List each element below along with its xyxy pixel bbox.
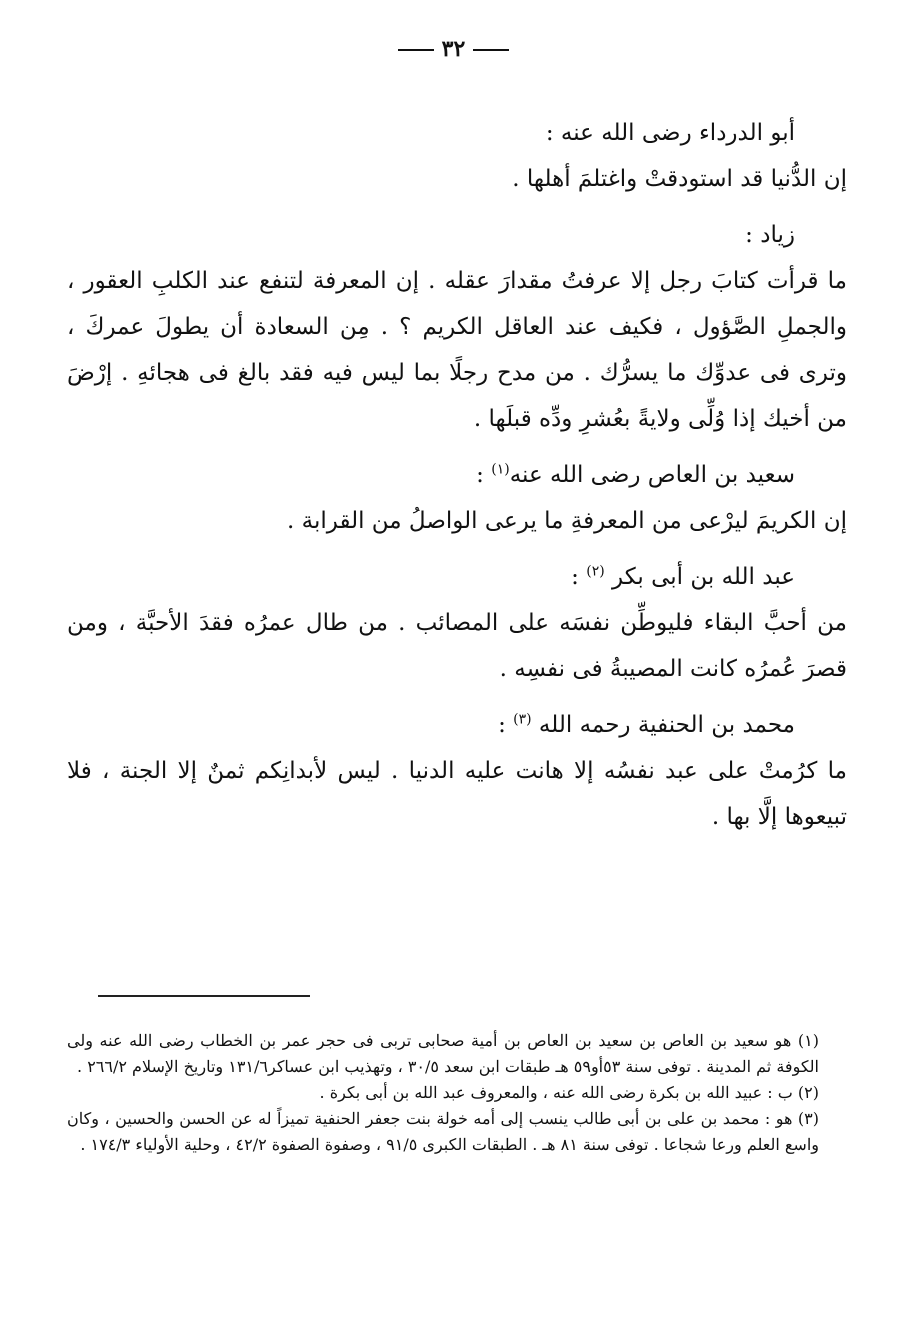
quote-paragraph: إن الكريمَ ليرْعى من المعرفةِ ما يرعى الواصلُ من القرابة .: [287, 508, 847, 534]
footnote-separator: [98, 995, 310, 997]
speaker-heading: [67, 212, 847, 258]
page-number-header: [0, 36, 907, 62]
quote-paragraph: من أحبَّ البقاء فليوطِّن نفسَه على المصائب . من طال عمرُه فقدَ الأحبَّة ، ومن قصرَ عُمرُه كانت المصيبةُ فى نفسِه .: [67, 610, 847, 682]
speaker-heading: [67, 110, 847, 156]
page-number-dash-right: [473, 49, 509, 51]
quote-paragraph: ما قرأت كتابَ رجل إلا عرفتُ مقدارَ عقله . إن المعرفة لتنفع عند الكلبِ العقور ، والجملِ الصَّؤول ، فكيف عند العاقل الكريم ؟ . مِن السعادة أن يطولَ عمركَ ، وترى فى عدوِّك ما يسرُّك . من مدح رجلًا بما ليس فيه فقد بالغ فى هجائهِ . إرْضَ من أخيك إذا وُلِّى ولايةً بعُشرِ ودِّه قبلَها .: [67, 268, 847, 432]
speaker-name: أبو الدرداء رضى الله عنه :: [545, 120, 795, 146]
main-text: [67, 110, 847, 846]
footnote-3: (٣) هو : محمد بن على بن أبى طالب ينسب إلى أمه خولة بنت جعفر الحنفية تميزاً له عن الحسن والحسين ، وكان واسع العلم ورعا شجاعا . توفى سنة ٨١ هـ . الطبقات الكبرى ٩١/٥ ، وصفوة الصفوة ٤٢/٢ ، وحلية الأولياء ١٧٤/٣ .: [67, 1109, 819, 1154]
speaker-heading: [67, 702, 847, 748]
footnote-1: (١) هو سعيد بن العاص بن سعيد بن العاص بن أمية صحابى تربى فى حجر عمر بن الخطاب رضى الله عنه ولى الكوفة ثم المدينة . توفى سنة ٥٣أو٥٩ هـ طبقات ابن سعد ٣٠/٥ ، وتهذيب ابن عساكر١٣١/٦ وتاريخ الإسلام ٢٦٦/٢ .: [67, 1031, 819, 1076]
footnote-2: (٢) ب : عبيد الله بن بكرة رضى الله عنه ، والمعروف عبد الله بن أبى بكرة .: [319, 1083, 819, 1102]
footnote-reference[interactable]: (٢): [586, 563, 605, 580]
speaker-heading: [67, 452, 847, 498]
speaker-heading: [67, 554, 847, 600]
speaker-colon: :: [571, 564, 587, 590]
speaker-name: زياد :: [745, 222, 795, 248]
footnote-reference[interactable]: (١): [491, 461, 510, 478]
quote-paragraph: إن الدُّنيا قد استودقتْ واغتلمَ أهلها .: [512, 166, 847, 192]
page-number-dash-left: [398, 49, 434, 51]
footnote-reference[interactable]: (٣): [513, 711, 532, 728]
page-number: ٣٢: [441, 36, 466, 62]
speaker-colon: :: [498, 712, 514, 738]
footnotes: [67, 1028, 847, 1158]
speaker-name: محمد بن الحنفية رحمه الله: [538, 712, 795, 738]
quote-paragraph: ما كرُمتْ على عبد نفسُه إلا هانت عليه الدنيا . ليس لأبدانِكم ثمنٌ إلا الجنة ، فلا تبيعوها إلَّا بها .: [67, 758, 847, 830]
speaker-name: عبد الله بن أبى بكر: [612, 564, 795, 590]
speaker-colon: :: [476, 462, 492, 488]
speaker-name: سعيد بن العاص رضى الله عنه: [509, 462, 795, 488]
